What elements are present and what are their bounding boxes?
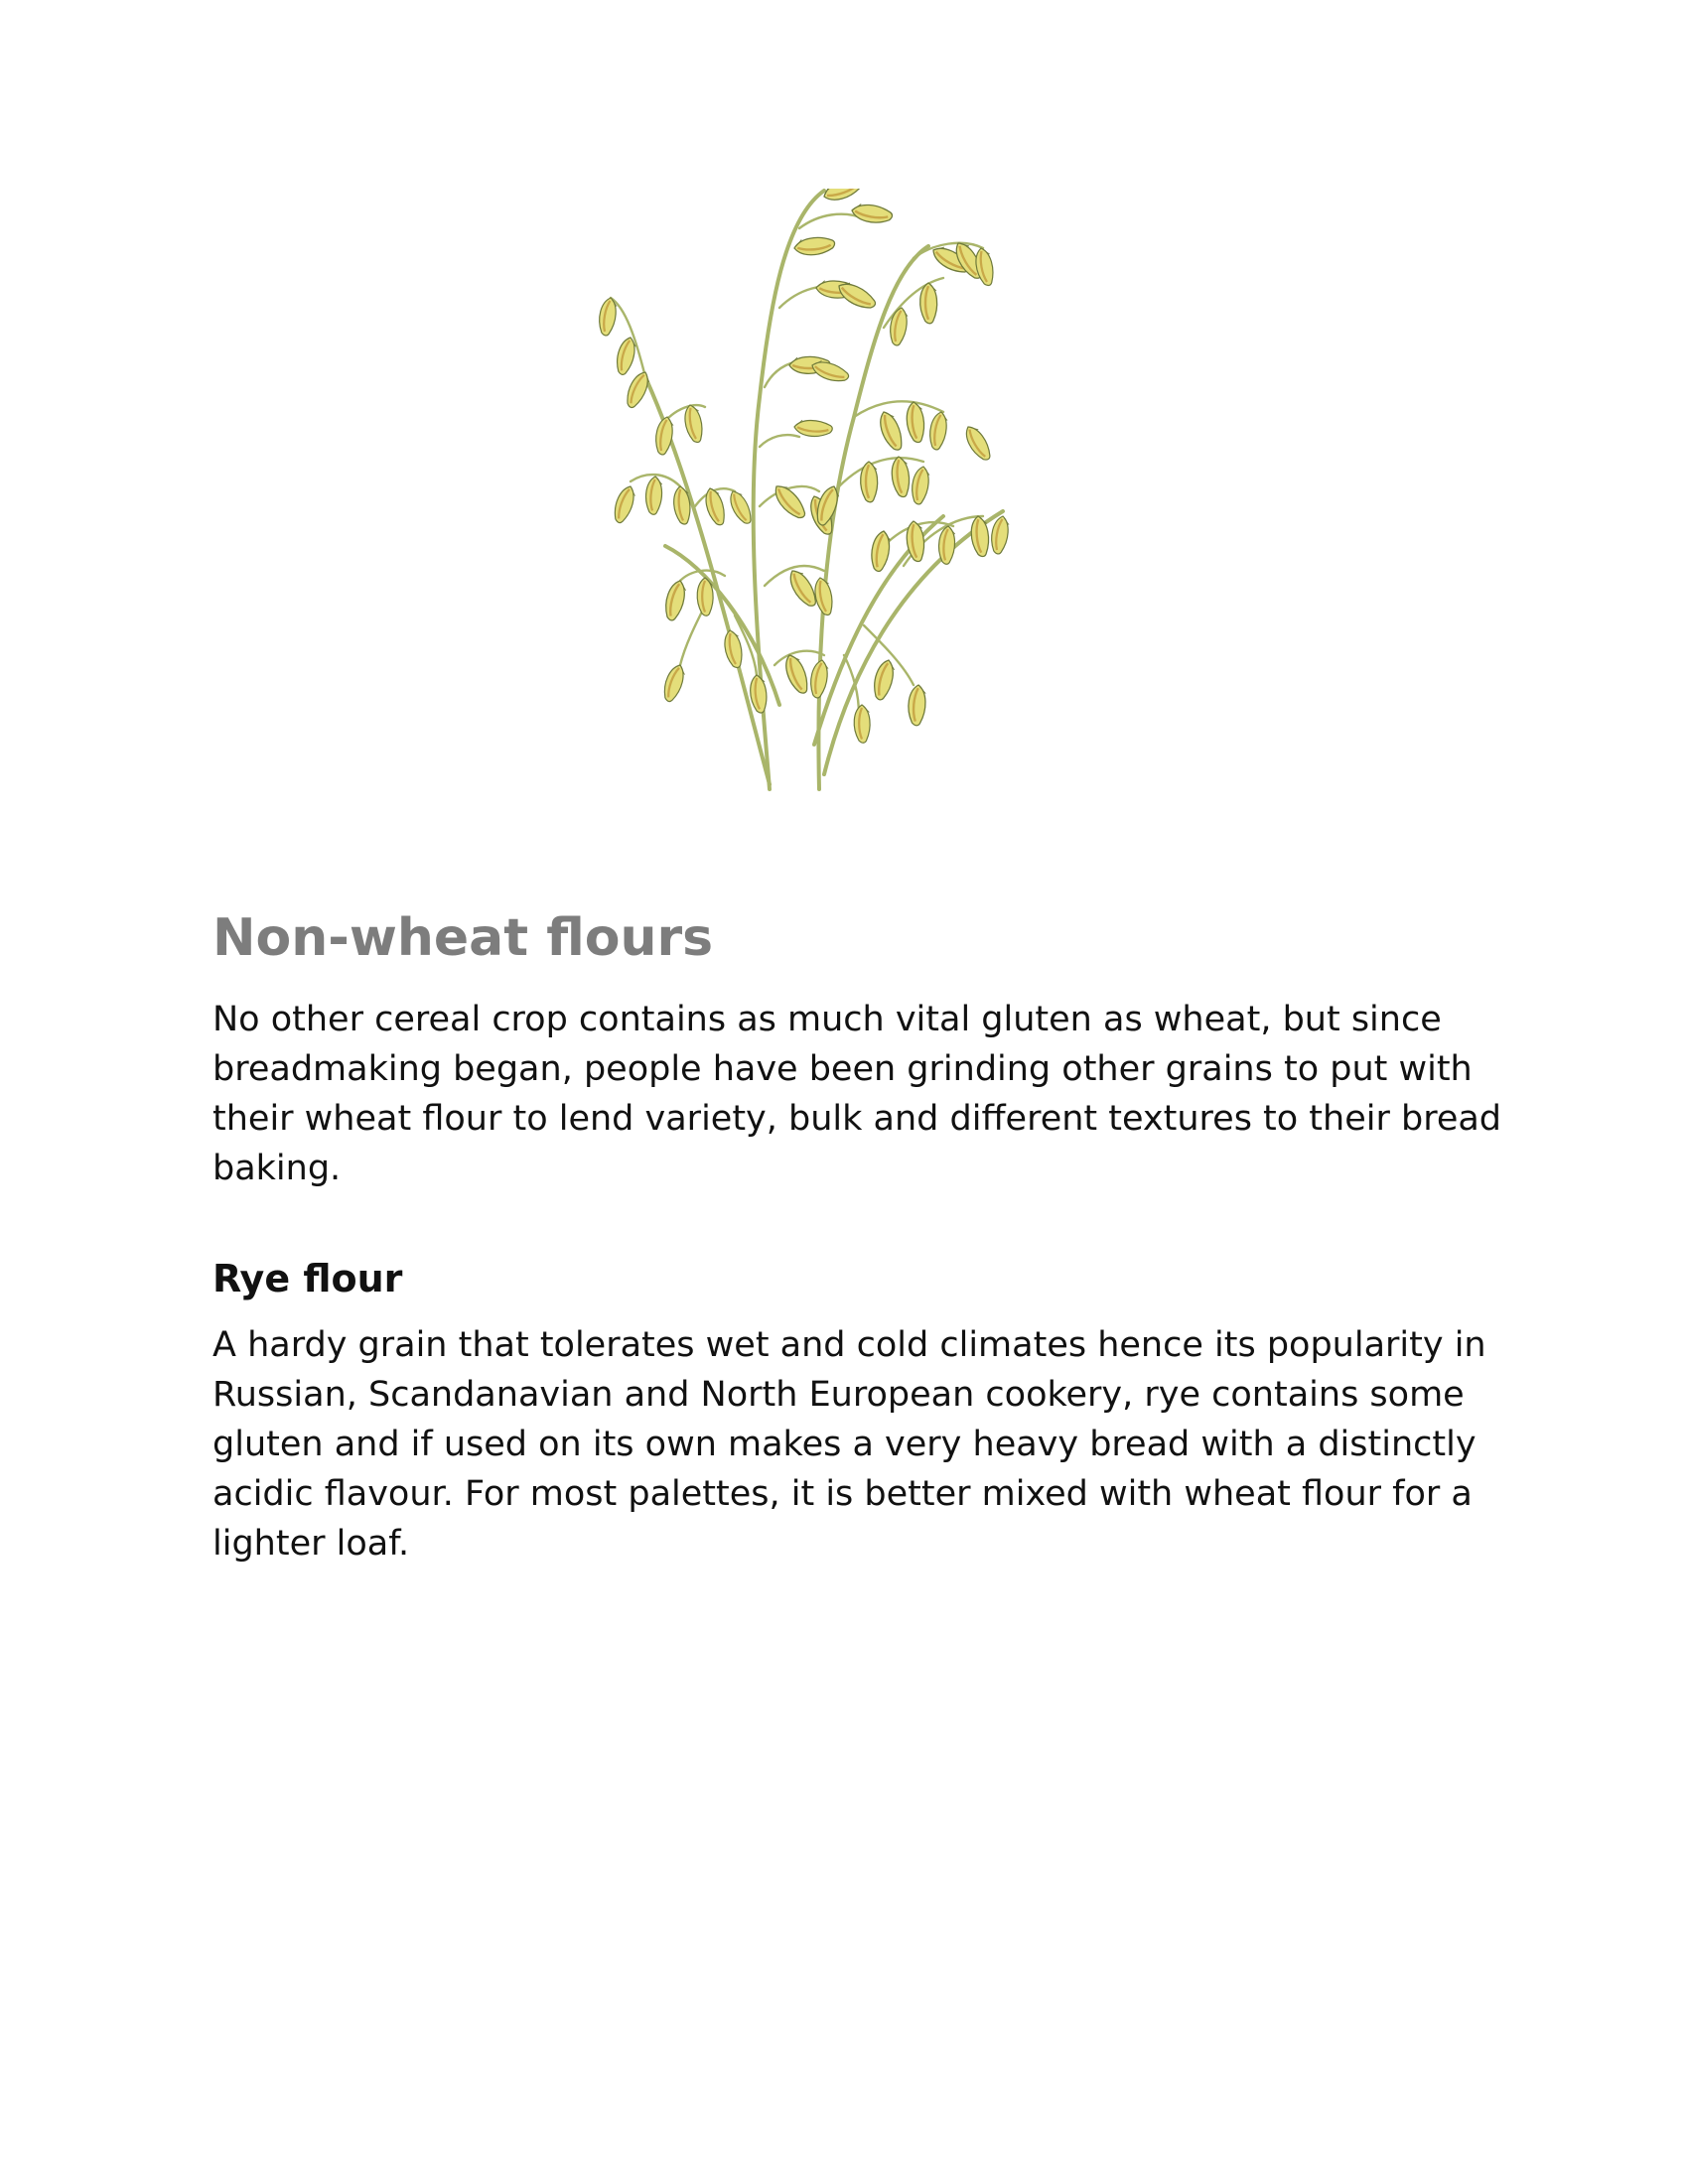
page-title: Non-wheat flours <box>212 908 714 968</box>
stems <box>645 191 1003 789</box>
oat-plant-drawing <box>586 189 1102 804</box>
intro-paragraph: No other cereal crop contains as much vital gluten as wheat, but since breadmaking began, people have been grinding other grains to put with their wheat flour to lend variety, bulk and different textures to their bread baking. <box>212 1000 1502 1188</box>
spikelets <box>597 189 1011 743</box>
oat-plant-illustration <box>586 189 1102 804</box>
article <box>212 905 1503 1569</box>
section-heading: Rye flour <box>212 1257 403 1300</box>
section-paragraph: A hardy grain that tolerates wet and cold climates hence its popularity in Russian, Scandanavian and North European cookery, rye contains some gluten and if used on its own makes a very heavy bread with a distinctly acidic flavour. For most palettes, it is better mixed with wheat flour for a lighter loaf. <box>212 1325 1486 1564</box>
